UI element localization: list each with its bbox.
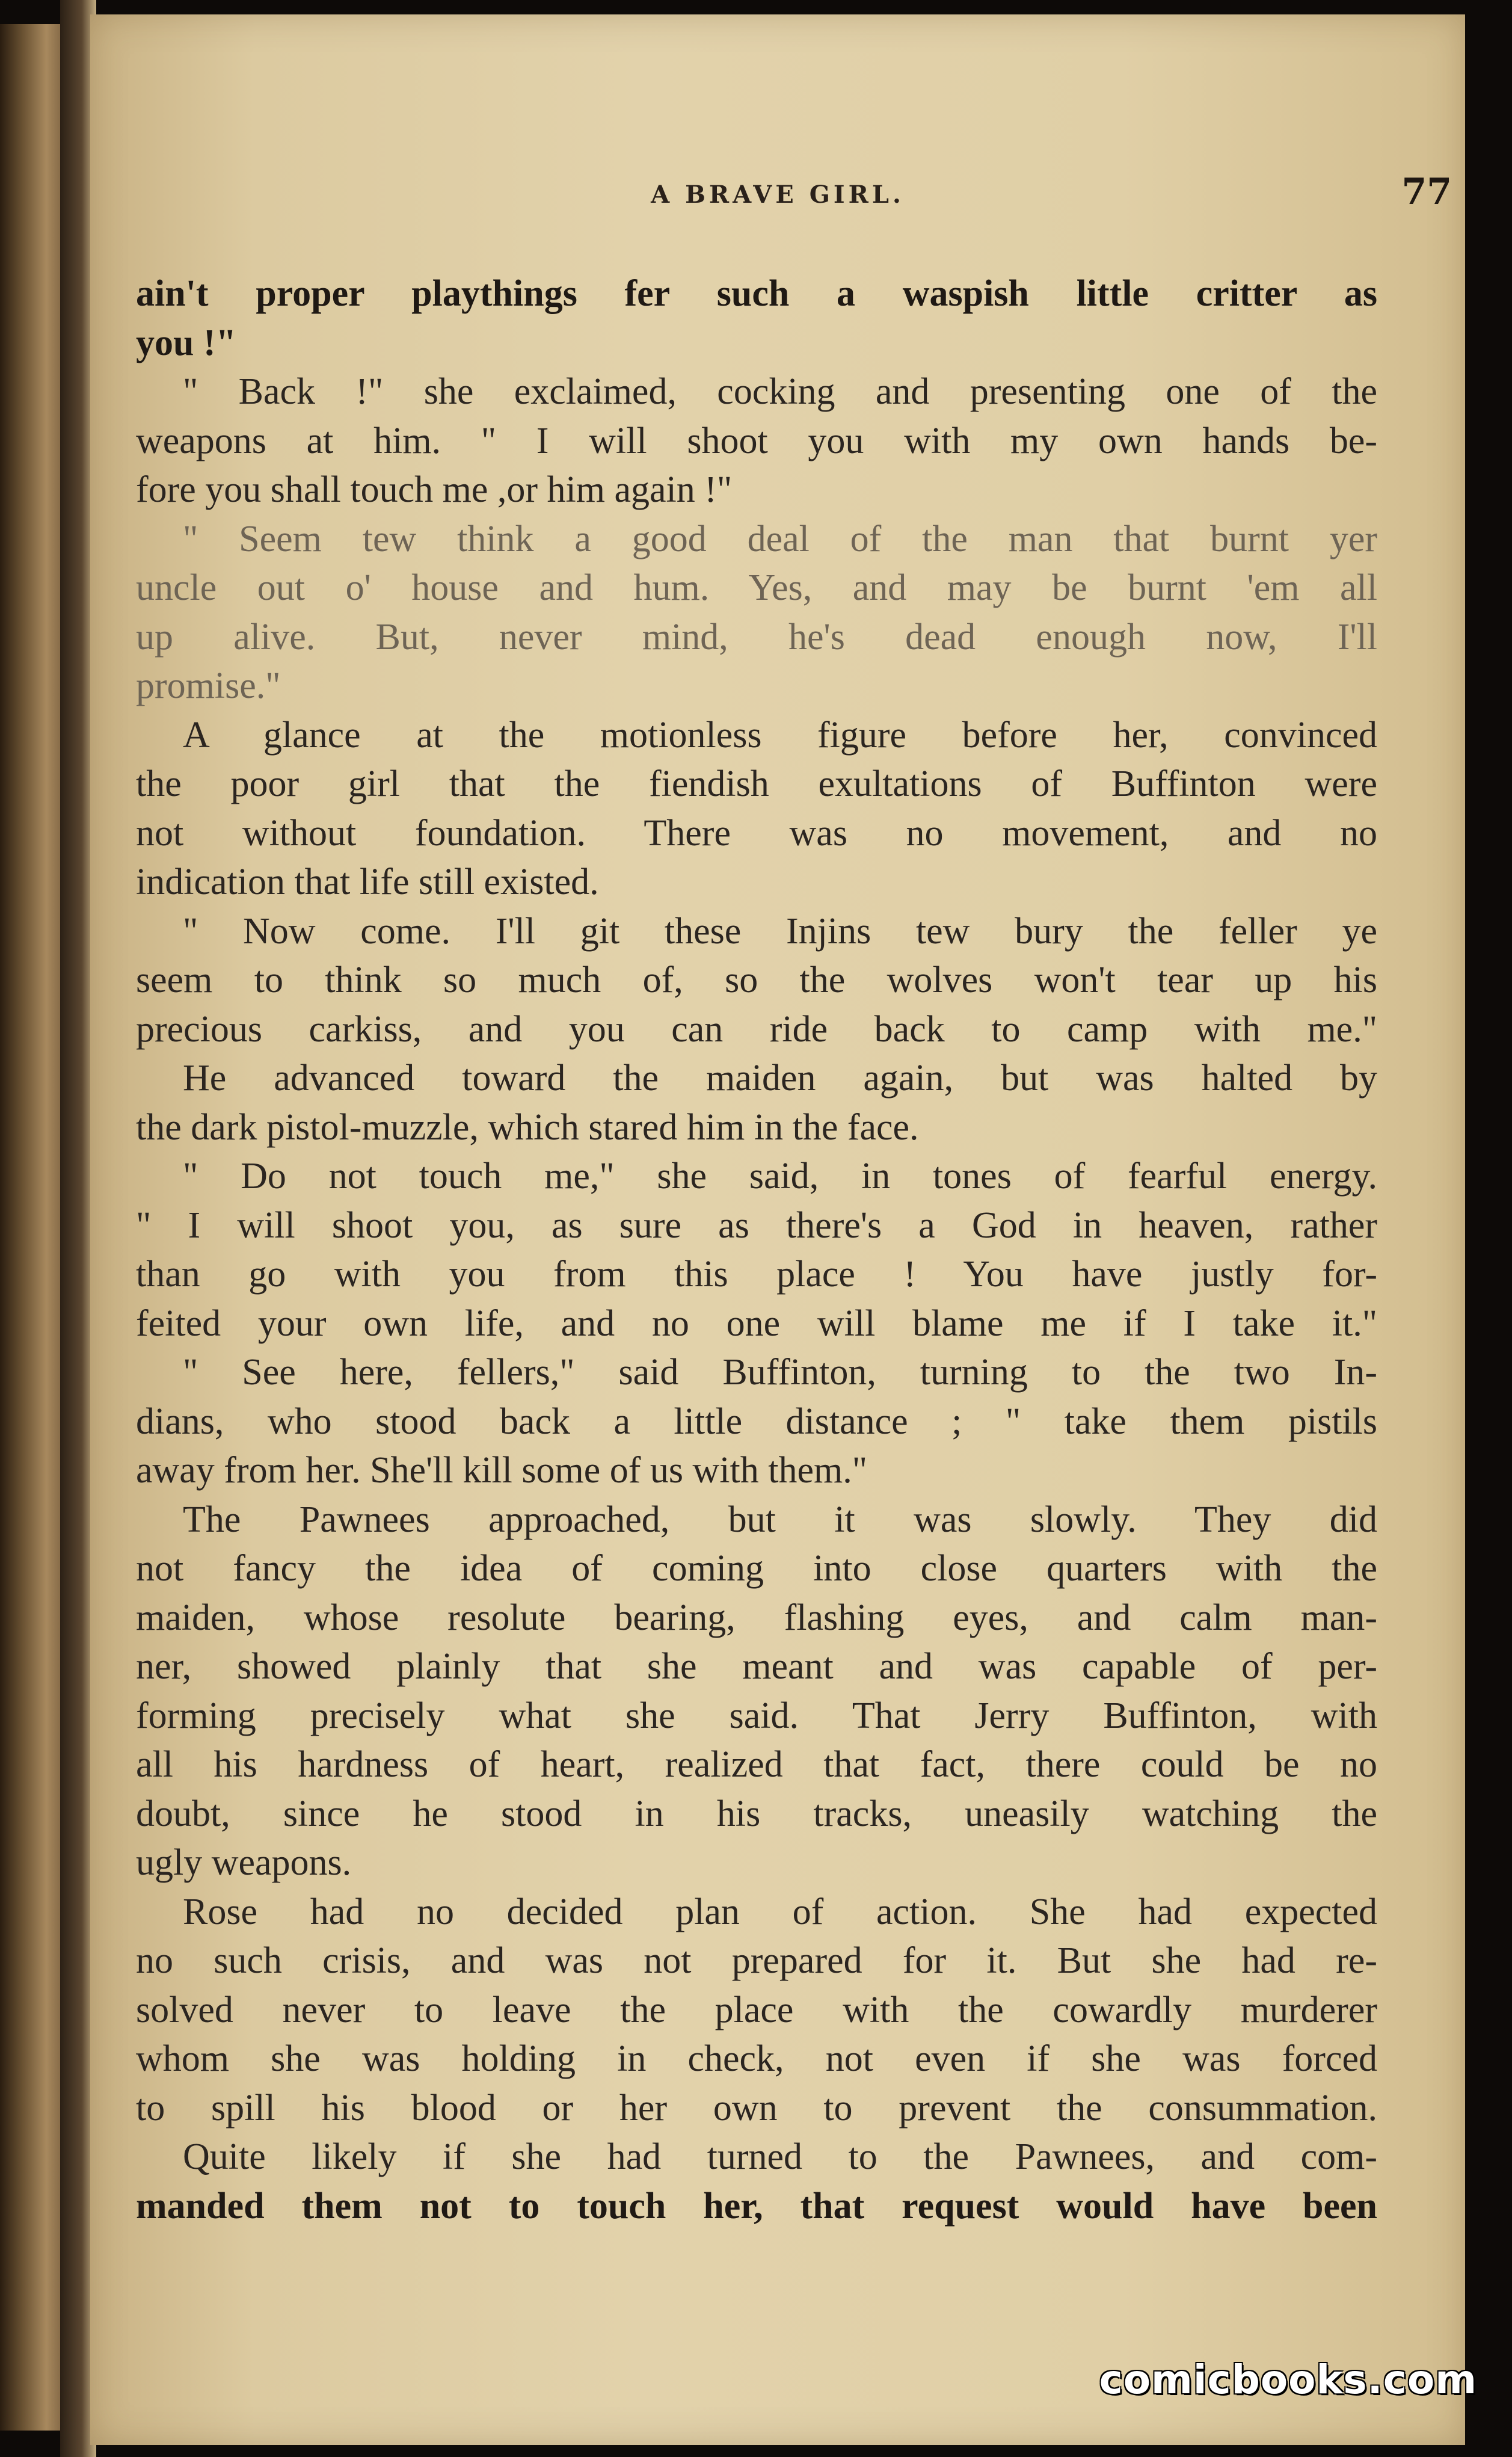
text-line: " I will shoot you, as sure as there's a God in heaven, rather (136, 1204, 1377, 1246)
left-page-edge (0, 24, 66, 2431)
text-line: maiden, whose resolute bearing, flashing eyes, and calm man- (136, 1597, 1377, 1638)
text-line: promise." (136, 665, 281, 706)
text-line: The Pawnees approached, but it was slowly. They did (183, 1499, 1377, 1540)
text-line: to spill his blood or her own to prevent the consummation. (136, 2087, 1377, 2129)
page-sheet (90, 14, 1465, 2445)
text-line: " Now come. I'll git these Injins tew bury the feller ye (183, 910, 1377, 952)
text-line: ugly weapons. (136, 1842, 352, 1883)
text-line: indication that life still existed. (136, 862, 599, 902)
text-line: solved never to leave the place with the cowardly murderer (136, 1989, 1377, 2030)
text-line: the dark pistol-muzzle, which stared him in the face. (136, 1106, 919, 1148)
text-line: Quite likely if she had turned to the Pawnees, and com- (183, 2136, 1377, 2177)
text-line: forming precisely what she said. That Jerry Buffinton, with (136, 1695, 1377, 1736)
text-line: feited your own life, and no one will blame me if I take it." (136, 1302, 1377, 1344)
text-line: no such crisis, and was not prepared for it. But she had re- (136, 1940, 1377, 1981)
text-line: precious carkiss, and you can ride back to camp with me." (136, 1008, 1377, 1050)
text-line: ner, showed plainly that she meant and was capable of per- (136, 1646, 1377, 1687)
text-line: weapons at him. " I will shoot you with my own hands be- (136, 420, 1377, 461)
body-text (136, 270, 1377, 2231)
text-line: doubt, since he stood in his tracks, uneasily watching the (136, 1793, 1377, 1834)
text-line: the poor girl that the fiendish exultations of Buffinton were (136, 763, 1377, 804)
text-line: you !" (136, 322, 237, 363)
text-line: all his hardness of heart, realized that fact, there could be no (136, 1744, 1377, 1785)
text-line: He advanced toward the maiden again, but was halted by (183, 1058, 1377, 1099)
text-line: A glance at the motionless figure before her, convinced (183, 714, 1377, 756)
text-line: " Seem tew think a good deal of the man that burnt yer (183, 518, 1377, 560)
text-line: whom she was holding in check, not even if she was forced (136, 2038, 1377, 2079)
running-head (90, 164, 1465, 224)
text-line: fore you shall touch me ,or him again !" (136, 469, 733, 510)
text-line: uncle out o' house and hum. Yes, and may be burnt 'em all (136, 567, 1377, 608)
text-line: up alive. But, never mind, he's dead enough now, I'll (136, 616, 1377, 658)
text-line: seem to think so much of, so the wolves won't tear up his (136, 960, 1377, 1000)
text-line: dians, who stood back a little distance ; " take them pistils (136, 1401, 1377, 1442)
text-line: not fancy the idea of coming into close quarters with the (136, 1548, 1377, 1589)
text-line: away from her. She'll kill some of us with them." (136, 1450, 868, 1491)
text-line: " Do not touch me," she said, in tones of fearful energy. (183, 1156, 1377, 1197)
text-line: Rose had no decided plan of action. She had expected (183, 1891, 1377, 1932)
page-number: 77 (1401, 171, 1452, 213)
text-line: ain't proper playthings fer such a waspish little critter as (136, 273, 1377, 314)
text-line: " Back !" she exclaimed, cocking and presenting one of the (183, 371, 1377, 412)
watermark-logo: comicbooks.com (1099, 2357, 1477, 2403)
running-head-title: A BRAVE GIRL. (651, 180, 905, 209)
text-line: than go with you from this place ! You have justly for- (136, 1254, 1377, 1295)
text-line: not without foundation. There was no movement, and no (136, 812, 1377, 854)
text-line: manded them not to touch her, that request would have been (136, 2185, 1377, 2227)
text-line: " See here, fellers," said Buffinton, turning to the two In- (183, 1352, 1377, 1393)
